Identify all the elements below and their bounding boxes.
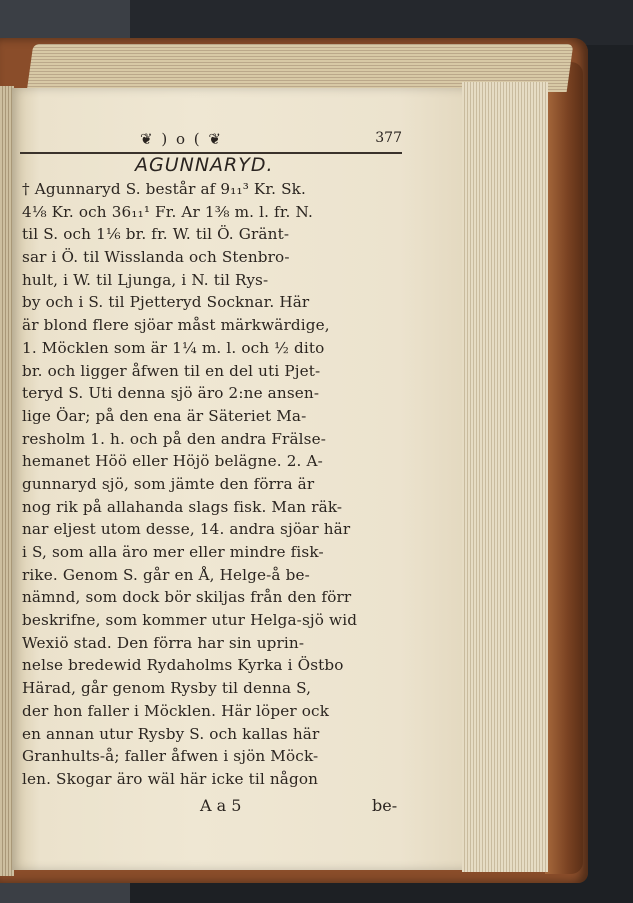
catchword: be-: [372, 796, 398, 815]
text-line: by och i S. til Pjetteryd Socknar. Här: [22, 293, 310, 312]
text-line: nelse bredewid Rydaholms Kyrka i Östbo: [22, 656, 344, 675]
text-line: sar i Ö. til Wisslanda och Stenbro-: [22, 248, 290, 267]
text-line: der hon faller i Möcklen. Här löper ock: [22, 701, 330, 720]
text-line: teryd S. Uti denna sjö äro 2:ne ansen-: [22, 384, 320, 403]
text-line: gunnaryd sjö, som jämte den förra är: [22, 474, 315, 493]
text-line: Härad, går genom Rysby til denna S,: [22, 679, 312, 698]
text-line: hemanet Höö eller Höjö belägne. 2. A-: [22, 452, 323, 471]
text-line: 4⅛ Kr. och 36₁₁¹ Fr. Ar 1⅜ m. l. fr. N.: [22, 202, 313, 221]
text-line: hult, i W. til Ljunga, i N. til Rys-: [22, 270, 269, 289]
text-line: Wexiö stad. Den förra har sin uprin-: [22, 633, 305, 652]
text-line: til S. och 1⅙ br. fr. W. til Ö. Gränt-: [22, 225, 290, 244]
text-line: i S, som alla äro mer eller mindre fisk-: [22, 543, 324, 561]
text-line: 1. Möcklen som är 1¼ m. l. och ½ dito: [22, 338, 325, 357]
text-line: nämnd, som dock bör skiljas från den förr: [22, 588, 352, 607]
text-line: nar eljest utom desse, 14. andra sjöar här: [22, 520, 351, 539]
text-line: lige Öar; på den ena är Säteriet Ma-: [22, 406, 307, 425]
text-line: Granhults-å; faller åfwen i sjön Möck-: [22, 747, 319, 766]
text-line: len. Skogar äro wäl här icke til någon: [22, 769, 319, 788]
section-title: AGUNNARYD.: [135, 154, 274, 176]
text-line: resholm 1. h. och på den andra Frälse-: [22, 429, 327, 448]
text-line: † Agunnaryd S. består af 9₁₁³ Kr. Sk.: [22, 180, 307, 198]
signature-mark: A a 5: [200, 796, 242, 815]
book-fore-edge: [545, 62, 583, 874]
text-line: är blond flere sjöar måst märkwärdige,: [22, 316, 330, 335]
page-number: 377: [375, 130, 402, 146]
header-ornament: ❦ ) o ( ❦: [140, 130, 223, 148]
running-header: [140, 130, 402, 150]
text-line: br. och ligger åfwen til en del uti Pjet-: [22, 361, 321, 380]
text-line: nog rik på allahanda slags fisk. Man räk-: [22, 497, 343, 516]
text-line: beskrifne, som kommer utur Helga-sjö wid: [22, 611, 358, 630]
page-body: [22, 178, 412, 791]
page-stack-right: [462, 82, 548, 872]
text-line: en annan utur Rysby S. och kallas här: [22, 724, 320, 743]
text-line: rike. Genom S. går en Å, Helge-å be-: [22, 565, 310, 584]
